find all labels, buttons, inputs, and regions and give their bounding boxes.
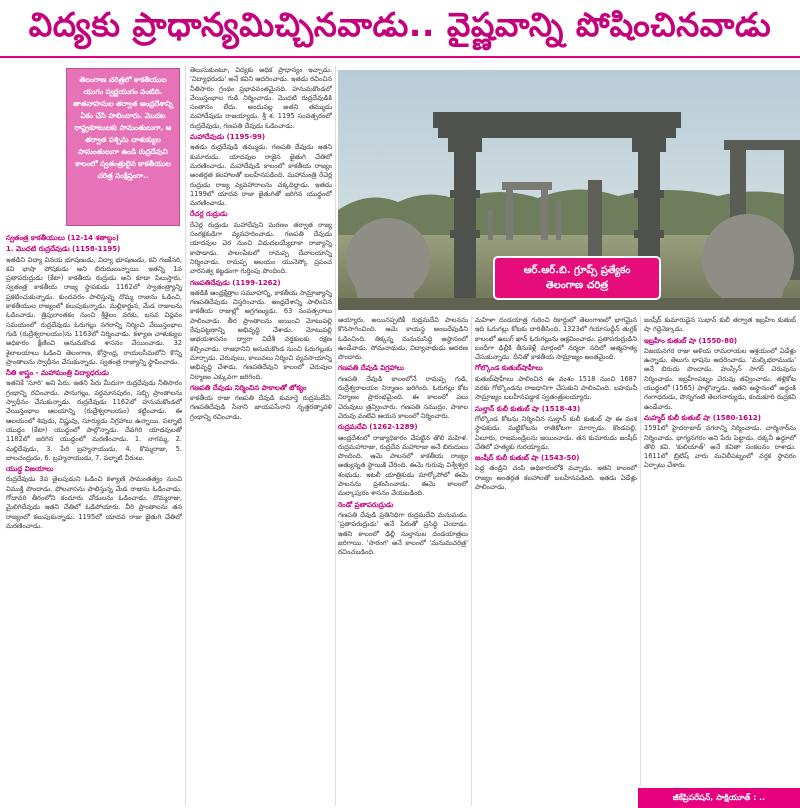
caption-line-2: తెలంగాణ చరిత్ర: [545, 280, 609, 291]
section-heading: మహాదేవుడు (1195-99): [190, 133, 266, 142]
paragraph: ఇతడిని విద్యా వినయ భూషణుడు, విద్యా భూషణుడు, కవి గజకేసరి, కవి భాషా పోషకుడు అని బిరుదులున్నాయి. ఇతన్ని 1వ ప్రతాపరుద్రుడు (కేటా) కాకతీయ రుద్రుడు అని కూడా పిలుస్తారు. స్వతంత్ర కాకతీయ రాజ్య స్థాపకుడు 1162లో స్వాతంత్ర్యాన్ని ప్రకటించుకున్నాడు. కుందవరం పాలిస్తున్న దొమ్మ రాజును ఓడించి, కాకతీయుల రాజ్యంలో కలుపుకున్నాడు. మల్లికార్జున, మేడ రాజులను ఓడించాడు. త్రిపురాంతకం నుంచి శ్రీశైలం వరకు, బసవ విప్లవం సమయంలో రుద్రదేవుడు ఓరుగల్లు నగరాన్ని నిర్మించి వేయిస్తంభాల గుడి (రుద్రేశ్వరాలయం)ను 1163లో నిర్మించాడు. కళ్యాణ చాళుక్యుల అధికారం క్షీణించి అనుమకొండ శాసనం వేయించాడు. 32 శైలాలయాలు ఓడించి తెలంగాణ, కోస్తాంధ్ర, రాయలసీమలోని కొన్ని ప్రాంతాలను స్వాధీనం చేసుకున్నాడు. స్వతంత్ర రాజ్యాన్ని స్థాపించాడు.: [6, 255, 182, 366]
section-heading: సుల్తాన్ కులీ కుతుబ్ షా (1518-43): [475, 404, 581, 413]
column-divider: [640, 316, 641, 786]
paragraph: విజయనగర రాజు అళియ రామరాయల ఆశ్రయంలో ఏడేళ్లు ఉన్నాడు. తెలుగు భాషను ఆదరించాడు. 'మల్కిభరాముడు' అనే బిరుదు పొందాడు. హుస్సేన్ సాగర్ చెరువును నిర్మించాడు. ఇబ్రహీంపట్నం చెరువు తవ్వించాడు. తళ్లికోట యుద్ధంలో (1565) పాల్గొన్నాడు. ఇతని ఆస్థానంలో అద్దంకి గంగాధరుడు, పొన్నగంటి తెలగనార్యుడు, కందుకూరి రుద్రకవి ఉండేవారు.: [644, 346, 796, 411]
photo-caption: [493, 256, 661, 300]
paragraph: తెలుసుకుంటూ, విద్యకు అధిక ప్రాధాన్యం ఇచ్చాడు. 'విద్యాధరుడు' అనే కవిని ఆదరించాడు. ఇతడు రచించిన నీతిసారం గ్రంథం ప్రభావవంతమైనది. హనుమకొండలో వేయిస్తంభాల గుడి నిర్మించాడు. మొదటి రుద్రదేవుడికి సంతానం లేదు. అందువల్ల అతని తమ్ముడు మహాదేవుడు రాజయ్యాడు. శ్రీ శ. 1195 సంవత్సరంలో రుద్రదేవుడు, గణపతి దేవుడు ఓడించాడు.: [190, 66, 332, 130]
section-heading: 1. మొదటి రుద్రదేవుడు (1158-1195): [6, 245, 121, 254]
section-heading: గణపతిదేవుడు (1199-1262): [190, 278, 281, 287]
article-column-3: [338, 316, 468, 806]
paragraph: గోల్కొండ కోటను నిర్మించిన సుల్తాన్ కులీ కుతుబ్ షా ఈ వంశ స్థాపకుడు. మట్టికోటను రాతికోటగా మార్చాడు. కొండపల్లి, ఏలూరు, రాజమండ్రిలను జయించాడు. తన కుమారుడు జంషీద్ చేతిలో హత్యకు గురయ్యాడు.: [475, 414, 637, 451]
paragraph: గణపతి దేవుడి ప్రతినిధిగా రుద్రమదేవి మనుమడు. 'ప్రతాపరుద్రుడు' అనే పేరుతో ప్రసిద్ధి చెందాడు. ఇతని కాలంలో ఢిల్లీ సుల్తానుల దండయాత్రలు జరిగాయి. 'సారంగ' అనే కాలంలో 'మనుమచరిత్ర' రచించబడింది.: [338, 510, 468, 557]
footer-tag: జీకేప్రిపరేషన్, సాక్షియూత్ : ..: [638, 788, 800, 808]
column-divider: [471, 316, 472, 806]
paragraph: ఆయ్యారు. అయినప్పటికీ రుద్రమదేవి పాలనను కొనసాగించింది. ఆమె కాయస్థ అంబదేవుడిని ఓడించింది. తిక్కన్న మనుమసిద్ధి ఆస్థానంలో ఉండేవాడు. సోమనాథుడు, విద్యానాథుడు ఆదరణ పొందారు.: [338, 316, 468, 362]
intro-box: [66, 68, 180, 226]
column-divider: [335, 66, 336, 806]
paragraph: కుతుబ్‌షాహీలు పాలించిన ఈ వంశం 1518 నుంచి 1687 వరకు గోల్కొండను రాజధానిగా చేసుకుని పాలించింది. బహమనీ సామ్రాజ్యం బలహీనపడ్డాక స్వతంత్రులయ్యారు.: [475, 374, 637, 402]
paragraph: రేచెర్ల రుద్రుడు మహాదేవుని మరణం తర్వాత రాజ్య సంరక్షకుడిగా వ్యవహరించాడు. గణపతి దేవుడు యాదవుల చెర నుంచి విడుదలయ్యేదాకా రాజ్యాన్ని కాపాడాడు. పాలంపేటలో రామప్ప దేవాలయాన్ని నిర్మించాడు. రామప్ప ఆలయం యునెస్కో ప్రపంచ వారసత్వ కట్టడంగా గుర్తింపు పొందింది.: [190, 220, 332, 276]
section-heading: రేచర్ల రుద్రుడు: [190, 210, 228, 219]
column-divider: [185, 66, 186, 806]
section-heading: యుద్ధ విజయాలు: [6, 465, 54, 474]
section-heading: ఇబ్రహీం కుతుబ్ షా (1550-80): [644, 336, 738, 345]
section-heading: మహ్మద్ కులీ కుతుబ్ షా (1580-1612): [644, 413, 761, 422]
section-heading: గణపతి దేవుడు నిర్మించిన పాకాలతో జోక్యం: [190, 383, 307, 392]
section-heading: గణపతి దేవుడి విగ్రహాలు: [338, 364, 404, 373]
section-heading: రెండో ప్రతాపరుద్రుడు: [338, 500, 394, 509]
paragraph: ఇతనికే 'సూరి' అని పేరు. ఇతని పేరు మీదుగా రుద్రదేవుడు నీతిసారం గ్రంథాన్ని రచించాడు. పానుగల్లు, వర్ధమానపురం, సబ్బి ప్రాంతాలను స్వాధీనం చేసుకున్నాడు. రుద్రదేవుడు 1162లో హనుమకొండలో వేయిస్తంభాల ఆలయాన్ని (రుద్రేశ్వరాలయం) కట్టించాడు. ఈ ఆలయంలో శివుడు, విష్ణువు, సూర్యుడు విగ్రహాలు ఉన్నాయి. పల్నాటి యుద్ధం (కేటా) యుద్ధంలో పాల్గొన్నాడు. దేవగిరి యాదవులతో 1182లో జరిగిన యుద్ధంలో మరణించాడు. 1. నాగమ్మ, 2. మల్లిదేవుడు, 3. పేరి బ్రహ్మనాయుడు, 4. కొమ్మరాజు, 5. బాలచంద్రుడు, 6. బ్రహ్మనాయుడు, 7. పల్నాటి వీరులు.: [6, 379, 182, 462]
paragraph: రుద్రదేవుడు 3వ తైలపుడుని ఓడించి కళ్యాణి సామంతత్వం నుంచి విముక్తి పొందాడు. పోలవాసను పాలిస్తున్న మేడ రాజును ఓడించాడు. గోదావరి తీరంలోని కందూరు చోడులను ఓడించాడు. దొమ్మరాజు, మైలిగిదేవుడు ఇతని చేతిలో ఓడిపోయారు. వీరి ప్రాంతాలను తన రాజ్యంలో కలుపుకున్నాడు. 1195లో యాదవ రాజు జైతుగి చేతిలో మరణించాడు.: [6, 475, 182, 530]
article-column-5: [644, 316, 796, 786]
paragraph: ఆంధ్రదేశంలో రాజ్యాధికారం చేపట్టిన తొలి మహిళ. రుద్రమహారాజు, రుద్రదేవ మహారాజు అనే బిరుదులు పొందింది. ఆమె పాలనలో కాకతీయ రాజ్యం అత్యున్నత స్థాయికి చేరింది. ఈమె గురువు విశ్వేశ్వర శంభుడు. ఇటలీ యాత్రికుడు మార్కోపోలో ఈమె పాలనను ప్రశంసించాడు. ఈమె కాలంలో మల్కాపురం శాసనం వేయబడింది.: [338, 433, 468, 498]
paragraph: మహిళా దండయాత్ర గురించి రికార్డులో తెలంగాణలో భాగమైన ఇది ఓరుగల్లు కోటకు దారితీసింది. 1323లో గియాసుద్దీన్ తుగ్లక్ కాలంలో ఉలుగ్ ఖాన్ ఓరుగల్లును ఆక్రమించాడు. ప్రతాపరుద్రుడిని బందీగా ఢిల్లీకి తీసుకెళ్లే మార్గంలో నర్మదా నదిలో ఆత్మహత్య చేసుకున్నాడు. దీనితో కాకతీయ సామ్రాజ్యం అంతమైంది.: [475, 316, 637, 362]
paragraph: కాకతీయ రాజు గణపతి దేవుడి కుమార్తె రుద్రమదేవి. గణపతిదేవుడి సేనాని జాయపసేనాని నృత్తరత్నావళి గ్రంథాన్ని రచించాడు.: [190, 394, 332, 421]
intro-text: తెలంగాణ చరిత్రలో కాకతీయుల యుగం స్వర్ణయుగం వంటిది. తాతవాహనుల తర్వాత ఆంధ్రదేశాన్ని ఏకం చేసి పాలించారు. మొదట రాష్ట్రకూటులకు సామంతులుగా, ఆ తర్వాత పశ్చిమ చాళుక్యుల సామంతులుగా ఉండి రుద్రదేవుని కాలంలో స్వతంత్రులైన కాకతీయుల చరిత్ర సంక్షిప్తంగా..: [73, 75, 173, 180]
section-heading: రుద్రమదేవి (1262-1289): [338, 423, 418, 432]
section-heading: గోల్కొండ కుతుబ్‌షాహీలు: [475, 364, 543, 373]
section-heading: జంషీద్ కులీ కుతుబ్ షా (1543-50): [475, 454, 580, 463]
article-column-2: [190, 66, 332, 806]
headline: విద్యకు ప్రాధాన్యమిచ్చినవాడు.. వైష్ణవాన్ని పోషించినవాడు: [28, 4, 772, 44]
headline-banner: [0, 0, 800, 58]
article-column-1: [6, 232, 182, 804]
paragraph: జంషీద్ కుమారుడైన సుభాన్ కులీ తర్వాత ఇబ్రహీం కుతుబ్ షా గద్దెనెక్కాడు.: [644, 316, 796, 334]
article-column-4: [475, 316, 637, 806]
paragraph: ఇతడికి ఆంధ్రక్షేత్రాల సమూహాన్ని, కాకతీయ సామ్రాజ్యాన్ని గణపతిదేవుడు విస్తరించాడు. ఆంధ్రదేశాన్ని పాలించిన కాకతీయ రాజుల్లో అగ్రగణ్యుడు. 63 సంవత్సరాలు పాలించాడు. తీర ప్రాంతాలను జయించి మోటుపల్లి రేవుపట్టణాన్ని అభివృద్ధి చేశాడు. మోటుపల్లి అభయశాసనం ద్వారా విదేశీ వర్తకులకు రక్షణ కల్పించాడు. రాజధానిని అనుమకొండ నుంచి ఓరుగల్లుకు మార్చాడు. చెరువులు, కాలువలు నిర్మించి వ్యవసాయాన్ని అభివృద్ధి చేశాడు. గణపతిదేవుని కాలంలో చెరువుల నిర్మాణం ఎక్కువగా జరిగింది.: [190, 288, 332, 381]
paragraph: గణపతి దేవుడి కాలంలోనే రామప్ప గుడి, రుద్రేశ్వరాలయం నిర్మాణం జరిగింది. ఓరుగల్లు కోట నిర్మాణం ప్రారంభమైంది. ఈ కాలంలో పలు చెరువులు త్రవ్వించారు. గణపతి సముద్రం, పాకాల చెరువు వంటివి ఆయన కాలంలో నిర్మించారు.: [338, 374, 468, 420]
paragraph: ఇతడు రుద్రదేవుడి తమ్ముడు. గణపతి దేవుడు ఇతని కుమారుడు. యాదవుల రాజైన జైతుగి చేతిలో మరణించాడు. మహాదేవుడి కాలంలో కాకతీయ రాజ్యం అంతర్గత కలహాలతో బలహీనపడింది. మహామంత్రి రేచెర్ల రుద్రుడు రాజ్య వ్యవహారాలను చక్కదిద్దాడు. ఇతడు 1199లో యాదవ రాజు జైతుగితో జరిగిన యుద్ధంలో మరణించాడు.: [190, 143, 332, 208]
section-heading: స్వతంత్ర కాకతీయులు (12-14 శతాబ్దం): [6, 234, 119, 242]
caption-line-1: ఆర్.ఆర్.బి. గ్రూప్స్ ప్రత్యేకం: [523, 265, 631, 276]
paragraph: పెద్ద తండ్రిని చంపి అధికారంలోకి వచ్చాడు. ఇతని కాలంలో రాజ్యం అంతర్గత కలహాలతో బలహీనపడింది. ఇతడు ఏడేళ్లు పాలించాడు.: [475, 464, 637, 492]
section-heading: నీతి శాస్త్రం - మహామంత్రి విద్యాధరుడు: [6, 369, 109, 378]
paragraph: 1591లో హైదరాబాద్ నగరాన్ని నిర్మించాడు. చార్మినార్‌ను నిర్మించాడు. భాగ్యనగరం అని పేరు పెట్టాడు. దక్కనీ ఉర్దూలో తొలి కవి. 'కులియాత్' అనే కవితా సంకలనం రాశాడు. 1611లో బ్రిటిష్ వారు మచిలీపట్నంలో వర్తక స్థావరం ఏర్పాటు చేశారు.: [644, 424, 796, 470]
